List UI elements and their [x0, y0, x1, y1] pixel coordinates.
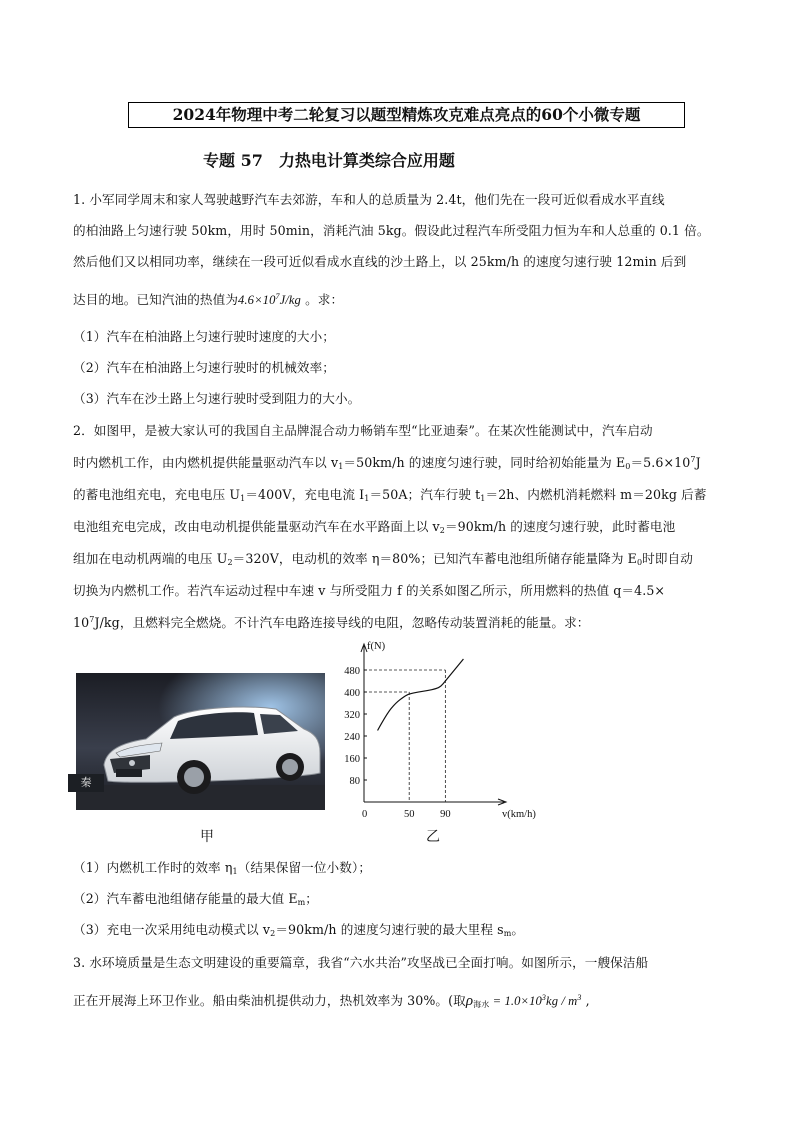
y-tick-label-480: 480: [344, 666, 360, 677]
y-tick-label-240: 240: [344, 732, 360, 743]
q3-line-1: 3. 水环境质量是生态文明建设的重要篇章，我省“六水共治”攻坚战已全面打响。如图所示，一艘保洁船: [73, 955, 649, 970]
y-tick-label-160: 160: [344, 754, 360, 765]
seawater-density: $\rho_{海水} = 1.0\times 10^3kg / m^3$: [465, 993, 582, 1009]
origin-label: 0: [362, 809, 368, 820]
q2-sub-3: （3）充电一次采用纯电动模式以 $v_2=90km/h$ 的速度匀速行驶的最大里程 $s_m$。: [73, 922, 525, 938]
car-photo: [76, 673, 325, 810]
y-tick-label-320: 320: [344, 710, 360, 721]
q1-line-1: 1. 小军同学周末和家人驾驶越野汽车去郊游，车和人的总质量为 2.4t，他们先在一段可近似看成水平直线: [73, 192, 665, 207]
document-title: 2024年物理中考二轮复习以题型精炼攻克难点亮点的60个小微专题: [128, 102, 685, 128]
graph-axes: [361, 641, 536, 820]
q1-sub-2: （2）汽车在柏油路上匀速行驶时的机械效率；: [73, 360, 335, 375]
q2-sub-1: （1）内燃机工作时的效率 $\eta_1$（结果保留一位小数）；: [73, 860, 372, 876]
q1-line-3: 然后他们又以相同功率，继续在一段可近似看成水直线的沙土路上，以 25km/h 的速度匀速行驶 12min 后到: [73, 254, 687, 269]
figure-caption-jia: 甲: [200, 829, 214, 845]
speed-resistance-graph: [336, 640, 556, 825]
q2-line-7: $10^7J/kg$，且燃料完全燃烧。不计汽车电路连接导线的电阻，忽略传动装置消耗的能量。求：: [73, 615, 590, 630]
y-tick-label-400: 400: [344, 688, 360, 699]
car-illustration: [76, 673, 325, 810]
heat-value: $4.6\times 10^7J/kg$: [238, 292, 301, 307]
q2-line-2: 时内燃机工作，由内燃机提供能量驱动汽车以 $v_1=50km/h$ 的速度匀速行驶，同时给初始能量为 $E_0=5.6\times 10^7J$: [73, 455, 701, 471]
q1-line-4: [73, 289, 723, 308]
section-subtitle: 专题 57 力热电计算类综合应用题: [203, 151, 455, 170]
q2-sub-2: （2）汽车蓄电池组储存能量的最大值 $E_m$；: [73, 891, 318, 907]
q2-line-6: 切换为内燃机工作。若汽车运动过程中车速 v 与所受阻力 f 的关系如图乙所示，所用燃料的热值 q＝4.5×: [73, 583, 666, 598]
q2-line-3: 的蓄电池组充电，充电电压 $U_1=400V$，充电电流 $I_1=50A$；汽车行驶 $t_1=2h$、内燃机消耗燃料 m＝20kg 后蓄: [73, 487, 707, 503]
y-axis-label: f(N): [367, 641, 386, 652]
q1-sub-1: （1）汽车在柏油路上匀速行驶时速度的大小；: [73, 329, 335, 344]
figure-caption-yi: 乙: [426, 829, 440, 845]
q2-line-1: 2．如图甲，是被大家认可的我国自主品牌混合动力畅销车型“比亚迪秦”。在某次性能测试中，汽车启动: [73, 423, 653, 438]
license-plate: 秦: [68, 774, 104, 792]
q1-line-4-text: 达目的地。已知汽油的热值为: [73, 292, 239, 307]
x-tick-label-90: 90: [440, 809, 451, 820]
x-tick-label-50: 50: [403, 809, 415, 820]
q2-line-4: 电池组充电完成，改由电动机提供能量驱动汽车在水平路面上以 $v_2=90km/h$ 的速度匀速行驶，此时蓄电池: [73, 519, 676, 535]
x-axis-label: v(km/h): [502, 809, 536, 820]
q2-line-5: 组加在电动机两端的电压 $U_2=320V$，电动机的效率 η＝80%；已知汽车蓄电池组所储存能量降为 $E_0$时即自动: [73, 551, 693, 567]
q1-sub-3: （3）汽车在沙土路上匀速行驶时受到阻力的大小。: [73, 391, 361, 406]
q3-line-2: 正在开展海上环卫作业。船由柴油机提供动力，热机效率为 30%。(取$\rho_{海水} = 1.0\times 10^3kg / m^3$ ,: [73, 993, 590, 1009]
q1-line-2: 的柏油路上匀速行驶 50km，用时 50min，消耗汽油 5kg。假设此过程汽车所受阻力恒为车和人总重的 0.1 倍。: [73, 223, 710, 238]
q1-line-4-end: 。求：: [300, 292, 344, 307]
y-tick-label-80: 80: [349, 776, 360, 787]
